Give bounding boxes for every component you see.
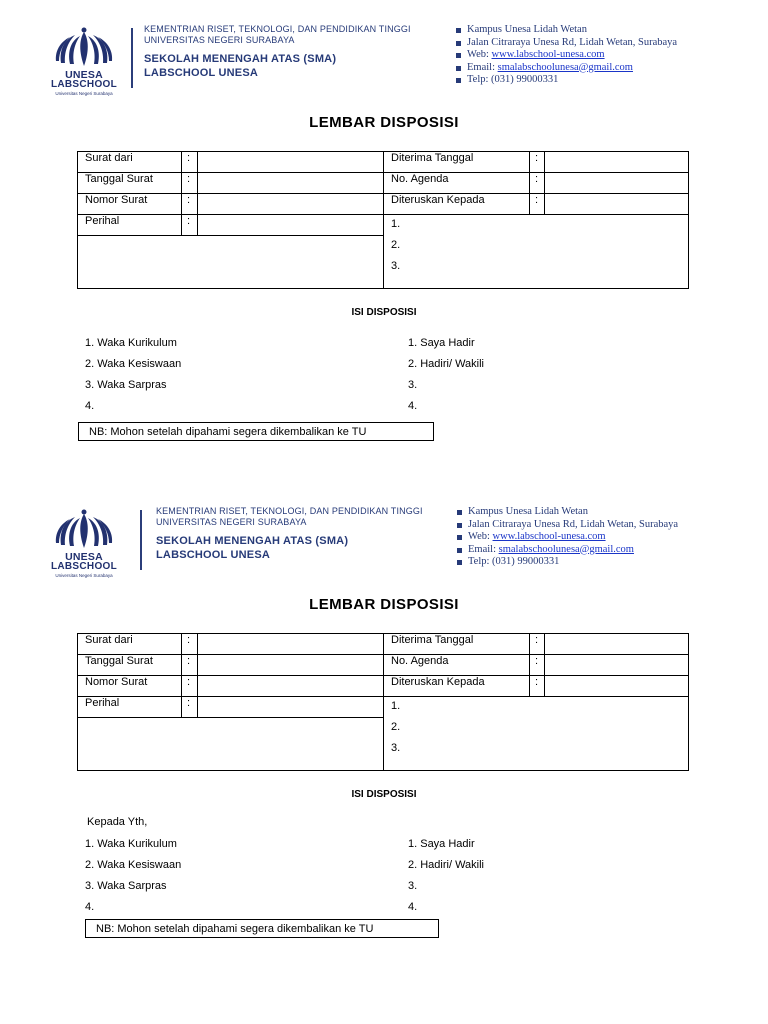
field-tanggal-surat[interactable] — [198, 173, 384, 194]
unesa-labschool-logo — [50, 508, 118, 578]
label-tanggal-surat: Tanggal Surat — [78, 655, 182, 676]
field-perihal-content[interactable] — [78, 236, 384, 289]
recipient-item: 3. Waka Sarpras — [85, 379, 167, 391]
forward-item: 2. — [391, 721, 401, 733]
disposition-form-table — [77, 151, 689, 289]
organization-block — [144, 24, 411, 80]
label-diteruskan-kepada: Diteruskan Kepada — [384, 194, 530, 215]
nb-note: NB: Mohon setelah dipahami segera dikembalikan ke TU — [78, 422, 434, 441]
logo-caption: Universitas Negeri Surabaya — [55, 573, 113, 578]
contact-list — [457, 506, 678, 569]
instruction-item: 1. Saya Hadir — [408, 337, 475, 349]
contact-web: Web: www.labschool-unesa.com — [456, 49, 677, 62]
label-diterima-tanggal: Diterima Tanggal — [384, 634, 530, 655]
disposition-sheet-1 — [0, 0, 768, 480]
contact-street: Jalan Citraraya Unesa Rd, Lidah Wetan, Surabaya — [457, 519, 678, 532]
contact-email: Email: smalabschoolunesa@gmail.com — [457, 544, 678, 557]
bullet-icon — [457, 510, 462, 515]
colon: : — [530, 152, 545, 173]
colon: : — [182, 697, 198, 718]
instruction-list — [408, 837, 484, 921]
recipient-item: 2. Waka Kesiswaan — [85, 859, 182, 871]
field-nomor-surat[interactable] — [198, 676, 384, 697]
label-tanggal-surat: Tanggal Surat — [78, 173, 182, 194]
unesa-labschool-logo — [50, 26, 118, 96]
label-perihal: Perihal — [78, 697, 182, 718]
instruction-item: 3. — [408, 880, 418, 892]
bullet-icon — [457, 548, 462, 553]
contact-campus: Kampus Unesa Lidah Wetan — [457, 506, 678, 519]
field-perihal[interactable] — [198, 697, 384, 718]
colon: : — [530, 655, 545, 676]
logo-labschool-text: LABSCHOOL — [50, 561, 118, 572]
logo-wordmark: UNESA — [65, 551, 103, 563]
logo-wordmark: UNESA — [65, 69, 103, 81]
instruction-item: 4. — [408, 400, 418, 412]
bullet-icon — [456, 41, 461, 46]
label-nomor-surat: Nomor Surat — [78, 194, 182, 215]
bullet-icon — [456, 53, 461, 58]
unesa-emblem-icon — [50, 26, 118, 70]
field-diteruskan-kepada[interactable] — [545, 194, 689, 215]
contact-phone: Telp: (031) 99000331 — [457, 556, 678, 569]
recipient-item: 4. — [85, 400, 95, 412]
colon: : — [182, 215, 198, 236]
colon: : — [182, 634, 198, 655]
colon: : — [182, 655, 198, 676]
instruction-item: 4. — [408, 901, 418, 913]
colon: : — [182, 173, 198, 194]
web-link[interactable]: www.labschool-unesa.com — [492, 531, 606, 542]
school-type: SEKOLAH MENENGAH ATAS (SMA) — [144, 53, 337, 65]
recipient-item: 1. Waka Kurikulum — [85, 838, 177, 850]
page-title: LEMBAR DISPOSISI — [309, 596, 459, 613]
logo-caption: Universitas Negeri Surabaya — [55, 91, 113, 96]
field-diterima-tanggal[interactable] — [545, 634, 689, 655]
label-surat-dari: Surat dari — [78, 152, 182, 173]
instruction-item: 2. Hadiri/ Wakili — [408, 358, 484, 370]
field-perihal-content[interactable] — [78, 718, 384, 771]
recipient-item: 3. Waka Sarpras — [85, 880, 167, 892]
bullet-icon — [457, 535, 462, 540]
forward-item: 3. — [391, 742, 401, 754]
colon: : — [530, 634, 545, 655]
bullet-icon — [456, 66, 461, 71]
colon: : — [530, 676, 545, 697]
field-nomor-surat[interactable] — [198, 194, 384, 215]
instruction-item: 2. Hadiri/ Wakili — [408, 859, 484, 871]
contact-web: Web: www.labschool-unesa.com — [457, 531, 678, 544]
label-no-agenda: No. Agenda — [384, 173, 530, 194]
field-diterima-tanggal[interactable] — [545, 152, 689, 173]
bullet-icon — [456, 78, 461, 83]
contact-street: Jalan Citraraya Unesa Rd, Lidah Wetan, Surabaya — [456, 37, 677, 50]
recipient-list — [85, 837, 181, 921]
colon: : — [182, 194, 198, 215]
forward-item: 2. — [391, 239, 401, 251]
unesa-emblem-icon — [50, 508, 118, 552]
contact-campus: Kampus Unesa Lidah Wetan — [456, 24, 677, 37]
label-diterima-tanggal: Diterima Tanggal — [384, 152, 530, 173]
page-title: LEMBAR DISPOSISI — [309, 114, 459, 131]
recipient-item: 1. Waka Kurikulum — [85, 337, 177, 349]
label-surat-dari: Surat dari — [78, 634, 182, 655]
contact-phone: Telp: (031) 99000331 — [456, 74, 677, 87]
forward-item: 1. — [391, 700, 401, 712]
recipient-item: 2. Waka Kesiswaan — [85, 358, 182, 370]
school-name: LABSCHOOL UNESA — [144, 67, 259, 79]
university-name: UNIVERSITAS NEGERI SURABAYA — [156, 517, 307, 527]
forward-item: 1. — [391, 218, 401, 230]
label-diteruskan-kepada: Diteruskan Kepada — [384, 676, 530, 697]
field-perihal[interactable] — [198, 215, 384, 236]
field-tanggal-surat[interactable] — [198, 655, 384, 676]
field-no-agenda[interactable] — [545, 173, 689, 194]
field-no-agenda[interactable] — [545, 655, 689, 676]
school-type: SEKOLAH MENENGAH ATAS (SMA) — [156, 535, 349, 547]
isi-disposisi-heading: ISI DISPOSISI — [351, 307, 417, 318]
recipient-list — [85, 336, 181, 420]
email-link[interactable]: smalabschoolunesa@gmail.com — [498, 543, 634, 555]
colon: : — [182, 152, 198, 173]
forward-item: 3. — [391, 260, 401, 272]
label-perihal: Perihal — [78, 215, 182, 236]
colon: : — [530, 173, 545, 194]
organization-block — [156, 506, 423, 562]
logo-labschool-text: LABSCHOOL — [50, 79, 118, 90]
label-nomor-surat: Nomor Surat — [78, 676, 182, 697]
field-diteruskan-kepada[interactable] — [545, 676, 689, 697]
field-surat-dari[interactable] — [198, 634, 384, 655]
nb-note: NB: Mohon setelah dipahami segera dikembalikan ke TU — [85, 919, 439, 938]
forward-list[interactable] — [384, 697, 689, 771]
disposition-sheet-2 — [0, 482, 768, 962]
isi-disposisi-heading: ISI DISPOSISI — [351, 789, 417, 800]
ministry-name: KEMENTRIAN RISET, TEKNOLOGI, DAN PENDIDIKAN TINGGI — [156, 506, 423, 516]
ministry-name: KEMENTRIAN RISET, TEKNOLOGI, DAN PENDIDIKAN TINGGI — [144, 24, 411, 34]
school-name: LABSCHOOL UNESA — [156, 549, 271, 561]
colon: : — [182, 676, 198, 697]
instruction-list — [408, 336, 484, 420]
label-no-agenda: No. Agenda — [384, 655, 530, 676]
greeting: Kepada Yth, — [87, 816, 148, 828]
instruction-item: 3. — [408, 379, 418, 391]
university-name: UNIVERSITAS NEGERI SURABAYA — [144, 35, 295, 45]
instruction-item: 1. Saya Hadir — [408, 838, 475, 850]
web-link[interactable]: www.labschool-unesa.com — [491, 49, 605, 60]
forward-list[interactable] — [384, 215, 689, 289]
disposition-form-table — [77, 633, 689, 771]
header-divider — [140, 510, 142, 570]
field-surat-dari[interactable] — [198, 152, 384, 173]
email-link[interactable]: smalabschoolunesa@gmail.com — [497, 61, 633, 73]
contact-email: Email: smalabschoolunesa@gmail.com — [456, 62, 677, 75]
bullet-icon — [456, 28, 461, 33]
bullet-icon — [457, 560, 462, 565]
header-divider — [131, 28, 133, 88]
bullet-icon — [457, 523, 462, 528]
recipient-item: 4. — [85, 901, 95, 913]
contact-list — [456, 24, 677, 87]
colon: : — [530, 194, 545, 215]
